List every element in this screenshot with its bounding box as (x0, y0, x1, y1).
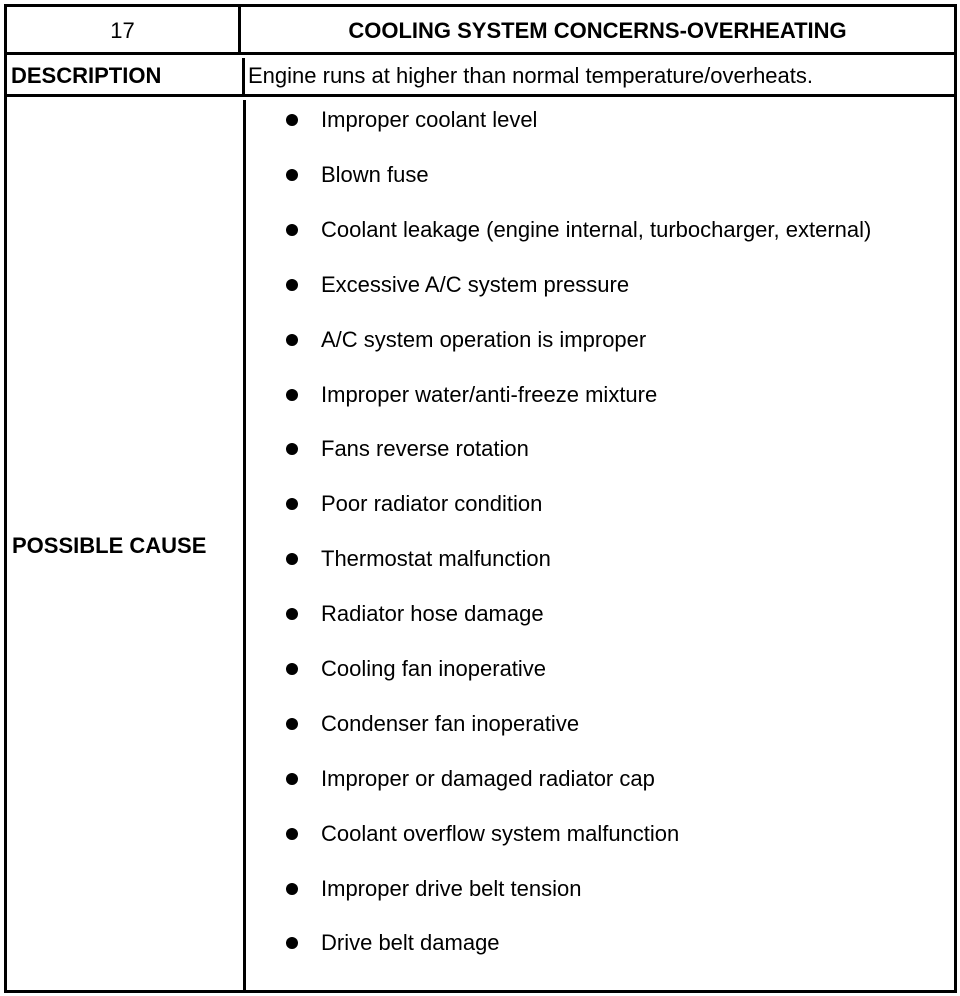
cause-text: Improper coolant level (321, 107, 538, 132)
cause-item (286, 325, 934, 355)
diagnostic-table (4, 4, 957, 993)
cause-item (286, 709, 934, 739)
bullet-icon (286, 498, 298, 510)
description-text: Engine runs at higher than normal temperature/overheats. (248, 63, 813, 88)
cause-text: Blown fuse (321, 161, 429, 187)
cause-text: Improper drive belt tension (321, 875, 582, 901)
bullet-icon (286, 663, 298, 675)
cause-text: Cooling fan inoperative (321, 656, 547, 682)
cause-item (286, 819, 934, 849)
cause-text: Radiator hose damage (321, 601, 544, 627)
cause-text: Drive belt damage (321, 930, 500, 956)
bullet-icon (286, 937, 298, 949)
cause-text: Coolant leakage (engine internal, turbocharger, external) (321, 216, 872, 242)
cause-item (286, 270, 934, 300)
cause-item (286, 874, 934, 904)
cause-text: Condenser fan inoperative (321, 710, 580, 736)
cause-item (286, 654, 934, 684)
bullet-icon (286, 169, 298, 181)
bullet-icon (286, 334, 298, 346)
bullet-icon (286, 389, 298, 401)
possible-cause-label: POSSIBLE CAUSE (7, 100, 246, 990)
cause-item (286, 105, 934, 135)
cause-text: Poor radiator condition (321, 491, 543, 517)
bullet-icon (286, 443, 298, 455)
cause-item (286, 489, 934, 519)
possible-cause-row (7, 100, 954, 990)
cause-item (286, 764, 934, 794)
cause-text: Coolant overflow system malfunction (321, 820, 680, 846)
header-row (7, 7, 954, 55)
bullet-icon (286, 718, 298, 730)
cause-item (286, 928, 934, 958)
cause-item (286, 160, 934, 190)
cause-text: Excessive A/C system pressure (321, 271, 630, 297)
bullet-icon (286, 828, 298, 840)
cause-item (286, 599, 934, 629)
cause-item (286, 380, 934, 410)
bullet-icon (286, 279, 298, 291)
bullet-icon (286, 773, 298, 785)
cause-text: A/C system operation is improper (321, 326, 647, 352)
possible-cause-cell (241, 100, 954, 990)
cause-text: Improper or damaged radiator cap (321, 765, 655, 791)
description-row (7, 58, 954, 97)
bullet-icon (286, 114, 298, 126)
diagnostic-title: COOLING SYSTEM CONCERNS-OVERHEATING (348, 17, 847, 43)
bullet-icon (286, 224, 298, 236)
cause-item (286, 215, 934, 245)
cause-text: Fans reverse rotation (321, 436, 529, 462)
bullet-icon (286, 883, 298, 895)
cause-text: Improper water/anti-freeze mixture (321, 381, 658, 407)
bullet-icon (286, 553, 298, 565)
description-label: DESCRIPTION (7, 58, 245, 94)
cause-text: Thermostat malfunction (321, 546, 551, 572)
bullet-icon (286, 608, 298, 620)
possible-cause-list (286, 105, 934, 983)
cause-item (286, 544, 934, 574)
diagnostic-number: 17 (7, 7, 241, 52)
cause-item (286, 434, 934, 464)
